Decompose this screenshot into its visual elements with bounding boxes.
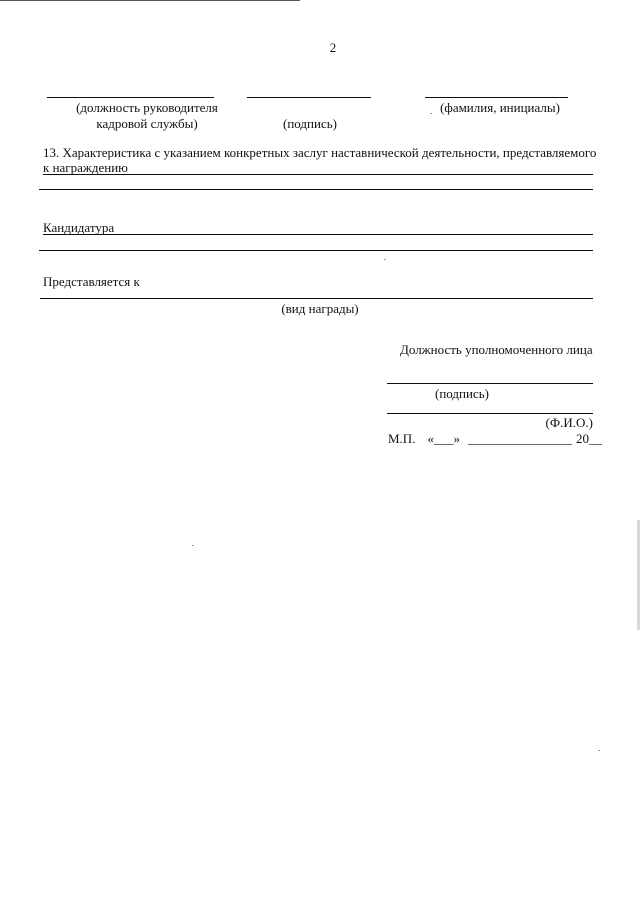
candidacy-fill-line-2[interactable] (39, 250, 593, 251)
head-name-label: (фамилия, инициалы) (440, 100, 560, 115)
section13-fill-line-2[interactable] (39, 189, 593, 190)
scan-speck (384, 259, 386, 260)
date-row (388, 431, 602, 447)
award-type-label: (вид награды) (281, 301, 359, 316)
stamp-label: М.П. (388, 431, 416, 446)
date-open-quote: « (427, 431, 434, 446)
date-month-blank[interactable]: ________________ (467, 431, 572, 446)
head-position-line (47, 97, 214, 98)
scan-speck (598, 750, 600, 751)
date-day-blank[interactable]: ___ (433, 431, 454, 446)
head-position-label-line2: кадровой службы) (96, 116, 198, 131)
date-close-quote: » (453, 431, 460, 446)
authorized-signature-line[interactable] (387, 383, 593, 384)
authorized-name-label: (Ф.И.О.) (545, 415, 593, 430)
authorized-signature-label: (подпись) (435, 386, 489, 401)
candidacy-label: Кандидатура (43, 220, 115, 235)
head-signature-label: (подпись) (283, 116, 337, 131)
scan-speck (430, 113, 432, 114)
award-presented-label: Представляется к (43, 274, 140, 289)
section13-title-line1: 13. Характеристика с указанием конкретных заслуг наставнической деятельности, представляемого (43, 145, 597, 160)
authorized-name-line[interactable] (387, 413, 593, 414)
scan-speck (192, 545, 194, 546)
head-position-label-line1: (должность руководителя (76, 100, 218, 115)
section13-fill-line-1[interactable] (43, 174, 593, 175)
scan-edge-top (0, 0, 300, 1)
authorized-position-label: Должность уполномоченного лица (400, 342, 593, 357)
candidacy-fill-line-1[interactable] (43, 234, 593, 235)
section13-title-line2: к награждению (43, 160, 128, 175)
award-type-line[interactable] (40, 298, 593, 299)
date-year: 20 (575, 431, 589, 446)
page-number: 2 (329, 40, 337, 55)
head-name-line (425, 97, 568, 98)
head-signature-line (247, 97, 371, 98)
date-year-blank[interactable]: __ (588, 431, 602, 446)
